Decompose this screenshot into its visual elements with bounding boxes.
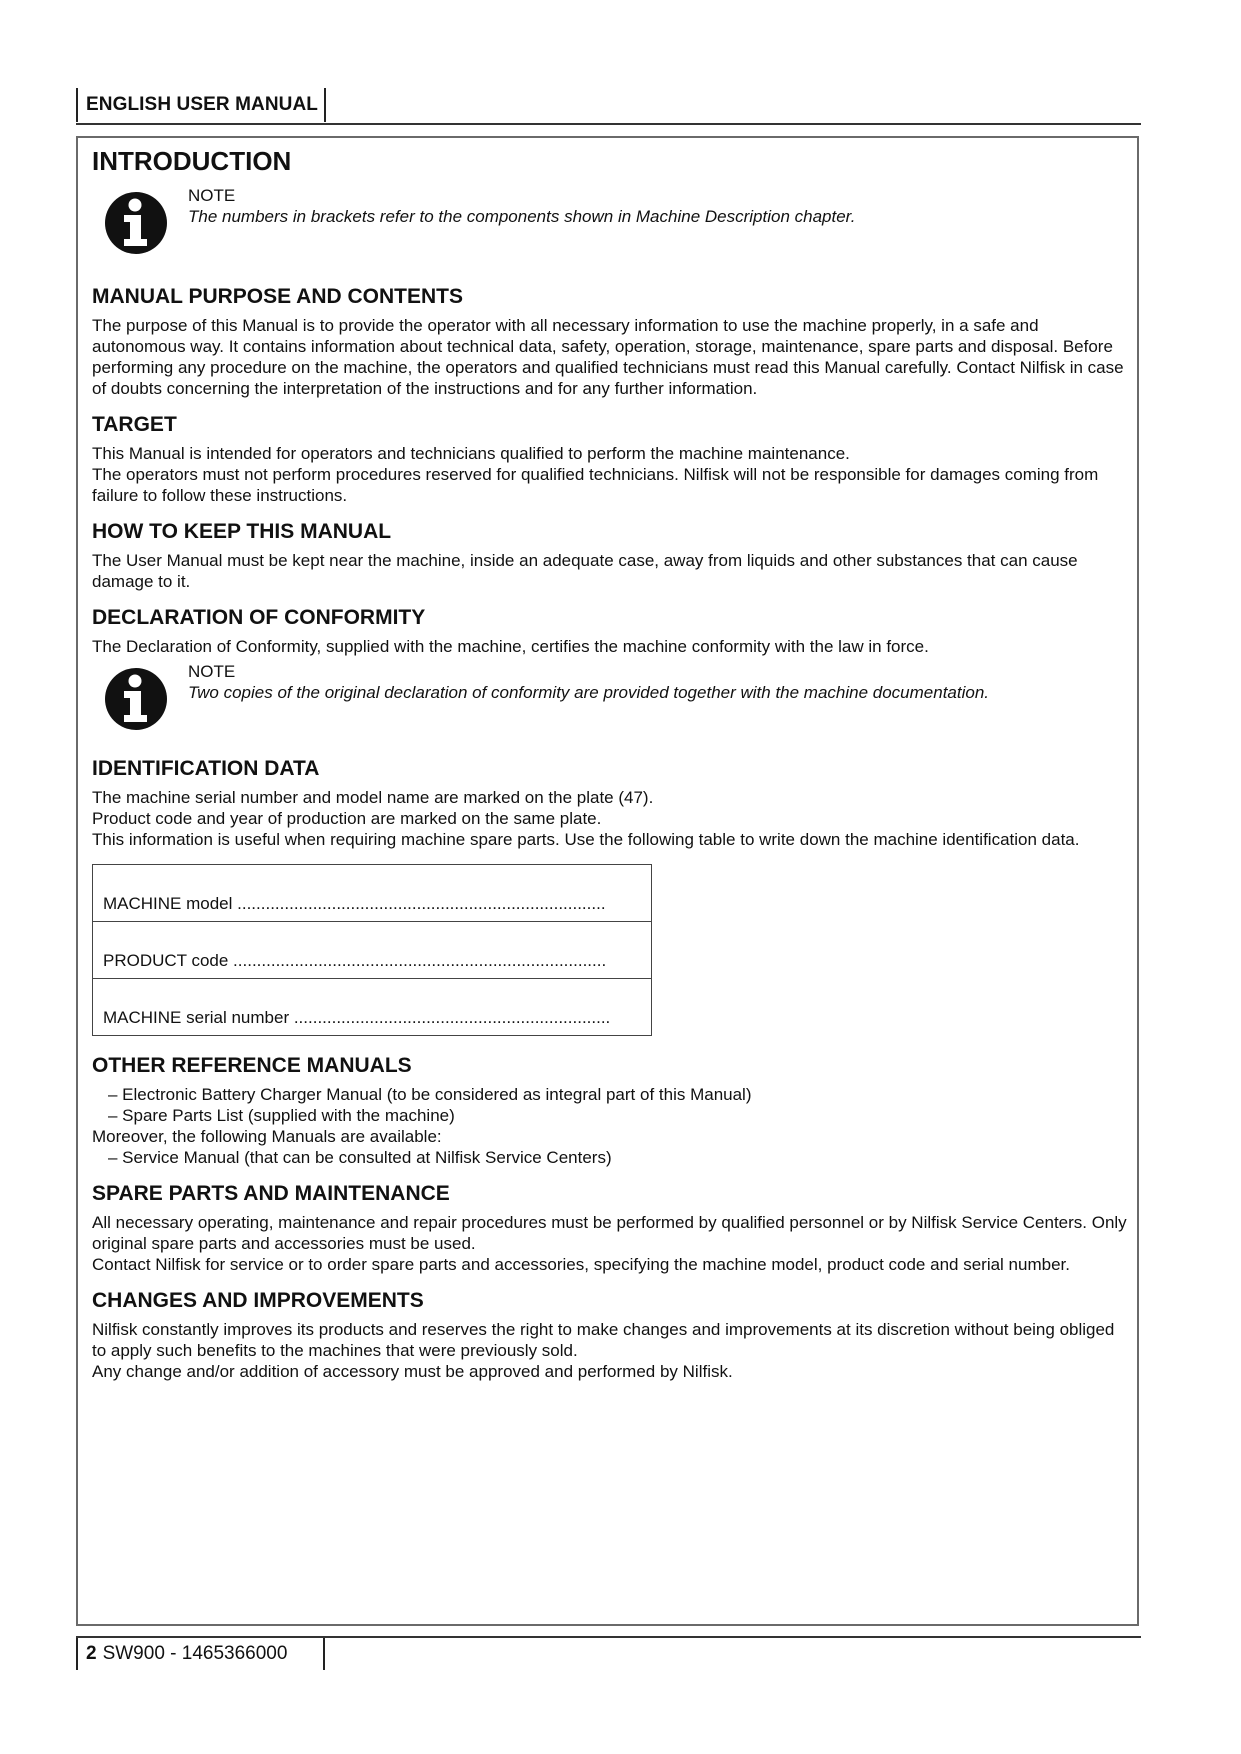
note-label: NOTE [188,662,236,681]
list-item: – Electronic Battery Charger Manual (to be considered as integral part of this Manual) [108,1085,752,1104]
changes-line-1: Nilfisk constantly improves its products and reserves the right to make changes and improvements at its discretion without being obliged to apply such benefits to the machines that were previously sold. [92,1320,1115,1360]
spare-parts-section [92,1182,1132,1275]
target-line-2: The operators must not perform procedures reserved for qualified technicians. Nilfisk will not be responsible for damages coming from failure to follow these instructions. [92,465,1099,505]
intro-title: INTRODUCTION [92,146,292,176]
identification-title: IDENTIFICATION DATA [92,757,320,780]
other-manuals-title: OTHER REFERENCE MANUALS [92,1054,412,1077]
intro-note [92,185,1132,255]
conformity-note [92,661,1132,731]
spare-parts-title: SPARE PARTS AND MAINTENANCE [92,1182,450,1205]
info-icon [104,191,168,255]
note-text: The numbers in brackets refer to the components shown in Machine Description chapter. [188,207,856,226]
conformity-title: DECLARATION OF CONFORMITY [92,606,426,629]
machine-model-field: MACHINE model .............................................................................. [93,865,652,922]
list-item: – Spare Parts List (supplied with the machine) [108,1106,455,1125]
page-content [92,146,1132,1396]
identification-table [92,864,652,1036]
document-code: SW900 - 1465366000 [102,1643,288,1664]
list-item: – Service Manual (that can be consulted at Nilfisk Service Centers) [108,1148,612,1167]
table-row [93,979,652,1036]
table-row [93,865,652,922]
identification-line-1: The machine serial number and model name are marked on the plate (47). [92,788,654,807]
keep-section [92,520,1132,592]
note-label: NOTE [188,186,236,205]
spare-parts-line-2: Contact Nilfisk for service or to order spare parts and accessories, specifying the machine model, product code and serial number. [92,1255,1070,1274]
target-section [92,413,1132,506]
changes-title: CHANGES AND IMPROVEMENTS [92,1289,424,1312]
identification-line-2: Product code and year of production are marked on the same plate. [92,809,602,828]
spare-parts-line-1: All necessary operating, maintenance and repair procedures must be performed by qualified personnel or by Nilfisk Service Centers. Only original spare parts and accessories must be used. [92,1213,1127,1253]
other-manuals-moreover: Moreover, the following Manuals are available: [92,1127,442,1146]
changes-line-2: Any change and/or addition of accessory must be approved and performed by Nilfisk. [92,1362,733,1381]
changes-section [92,1289,1132,1382]
serial-number-field: MACHINE serial number ................................................................... [93,979,652,1036]
header-rule [76,123,1141,125]
conformity-text: The Declaration of Conformity, supplied with the machine, certifies the machine conformity with the law in force. [92,637,929,656]
header-title: ENGLISH USER MANUAL [76,88,326,122]
intro-section [92,146,1132,255]
purpose-title: MANUAL PURPOSE AND CONTENTS [92,285,464,308]
identification-section [92,757,1132,1036]
purpose-section [92,285,1132,399]
table-row [93,922,652,979]
page-number: 2 [86,1643,97,1664]
info-icon [104,667,168,731]
other-manuals-section [92,1054,1132,1168]
purpose-text: The purpose of this Manual is to provide the operator with all necessary information to use the machine properly, in a safe and autonomous way. It contains information about technical data, safety, operation, storage, maintenance, spare parts and disposal. Before performing any procedure on the machine, the operators and qualified technicians must read this Manual carefully. Contact Nilfisk in case of doubts concerning the interpretation of the instructions and for any further information. [92,316,1124,398]
keep-text: The User Manual must be kept near the machine, inside an adequate case, away from liquids and other substances that can cause damage to it. [92,551,1078,591]
identification-line-3: This information is useful when requiring machine spare parts. Use the following table to write down the machine identification data. [92,830,1080,849]
target-line-1: This Manual is intended for operators and technicians qualified to perform the machine maintenance. [92,444,850,463]
keep-title: HOW TO KEEP THIS MANUAL [92,520,392,543]
product-code-field: PRODUCT code ............................................................................... [93,922,652,979]
footer [76,1638,325,1670]
conformity-section [92,606,1132,731]
target-title: TARGET [92,413,177,436]
note-text: Two copies of the original declaration of conformity are provided together with the machine documentation. [188,683,990,702]
